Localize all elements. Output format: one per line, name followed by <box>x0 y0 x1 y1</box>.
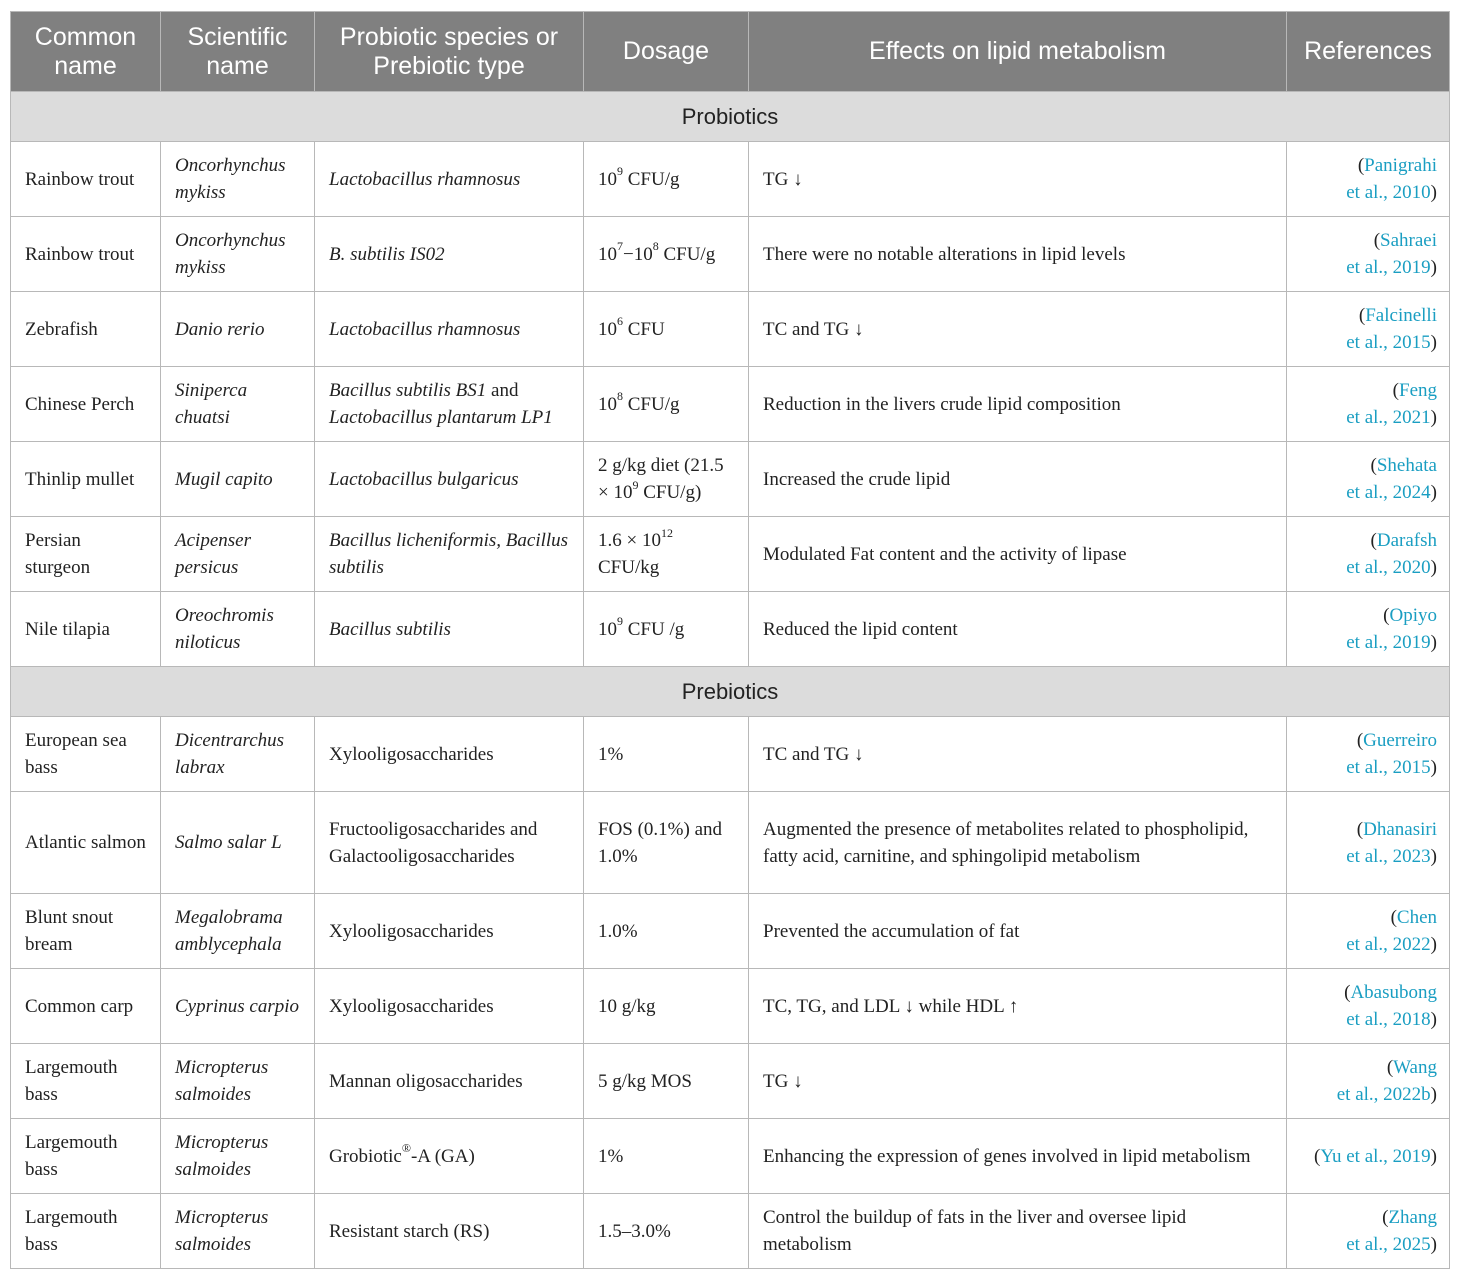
species-type: Bacillus subtilis <box>315 592 584 667</box>
scientific-name: Micropterus salmoides <box>161 1119 315 1194</box>
effect: Increased the crude lipid <box>749 442 1287 517</box>
common-name: Rainbow trout <box>11 142 161 217</box>
common-name: European sea bass <box>11 717 161 792</box>
reference[interactable]: (Zhang et al., 2025) <box>1287 1194 1450 1269</box>
scientific-name: Mugil capito <box>161 442 315 517</box>
common-name: Blunt snout bream <box>11 894 161 969</box>
species-type: Lactobacillus rhamnosus <box>315 292 584 367</box>
section-row-prebiotics <box>11 667 1450 717</box>
reference[interactable]: (Feng et al., 2021) <box>1287 367 1450 442</box>
reference[interactable]: (Wang et al., 2022b) <box>1287 1044 1450 1119</box>
header-species-type: Probiotic species or Prebiotic type <box>315 12 584 92</box>
dosage: $10^8$ CFU/g <box>584 367 749 442</box>
common-name: Rainbow trout <box>11 217 161 292</box>
reference[interactable]: (Falcinelli et al., 2015) <box>1287 292 1450 367</box>
scientific-name: Dicentrarchus labrax <box>161 717 315 792</box>
reference[interactable]: (Chen et al., 2022) <box>1287 894 1450 969</box>
effect: Augmented the presence of metabolites related to phospholipid, fatty acid, carnitine, and sphingolipid metabolism <box>749 792 1287 894</box>
effect: Reduction in the livers crude lipid composition <box>749 367 1287 442</box>
effect: Enhancing the expression of genes involved in lipid metabolism <box>749 1119 1287 1194</box>
reference[interactable]: (Shehata et al., 2024) <box>1287 442 1450 517</box>
species-type: Mannan oligosaccharides <box>315 1044 584 1119</box>
table-row <box>11 1119 1450 1194</box>
scientific-name: Acipenser persicus <box>161 517 315 592</box>
species-type: Bacillus licheniformis, Bacillus subtilis <box>315 517 584 592</box>
species-type: Lactobacillus rhamnosus <box>315 142 584 217</box>
species-type: Bacillus subtilis BS1 and Lactobacillus plantarum LP1 <box>315 367 584 442</box>
section-row-probiotics <box>11 92 1450 142</box>
effect: Prevented the accumulation of fat <box>749 894 1287 969</box>
dosage: $10^7-10^8$ CFU/g <box>584 217 749 292</box>
table-row <box>11 1194 1450 1269</box>
dosage: 10 g/kg <box>584 969 749 1044</box>
scientific-name: Oncorhynchus mykiss <box>161 217 315 292</box>
effect: There were no notable alterations in lipid levels <box>749 217 1287 292</box>
scientific-name: Siniperca chuatsi <box>161 367 315 442</box>
table-row <box>11 1044 1450 1119</box>
species-type: Lactobacillus bulgaricus <box>315 442 584 517</box>
dosage: FOS (0.1%) and 1.0% <box>584 792 749 894</box>
common-name: Nile tilapia <box>11 592 161 667</box>
effect: Modulated Fat content and the activity of lipase <box>749 517 1287 592</box>
scientific-name: Micropterus salmoides <box>161 1194 315 1269</box>
common-name: Largemouth bass <box>11 1119 161 1194</box>
effect: TC and TG ↓ <box>749 292 1287 367</box>
dosage: 1% <box>584 717 749 792</box>
reference[interactable]: (Yu et al., 2019) <box>1287 1119 1450 1194</box>
scientific-name: Salmo salar L <box>161 792 315 894</box>
table-row <box>11 142 1450 217</box>
table-row <box>11 592 1450 667</box>
reference[interactable]: (Opiyo et al., 2019) <box>1287 592 1450 667</box>
dosage: 5 g/kg MOS <box>584 1044 749 1119</box>
table-row <box>11 517 1450 592</box>
effect: TC, TG, and LDL ↓ while HDL ↑ <box>749 969 1287 1044</box>
species-type: B. subtilis IS02 <box>315 217 584 292</box>
reference[interactable]: (Guerreiro et al., 2015) <box>1287 717 1450 792</box>
header-effects: Effects on lipid metabolism <box>749 12 1287 92</box>
dosage: 1.0% <box>584 894 749 969</box>
header-row <box>11 12 1450 92</box>
scientific-name: Oncorhynchus mykiss <box>161 142 315 217</box>
common-name: Largemouth bass <box>11 1194 161 1269</box>
scientific-name: Oreochromis niloticus <box>161 592 315 667</box>
common-name: Common carp <box>11 969 161 1044</box>
species-type: Xylooligosaccharides <box>315 969 584 1044</box>
common-name: Chinese Perch <box>11 367 161 442</box>
scientific-name: Megalobrama amblycephala <box>161 894 315 969</box>
table-row <box>11 969 1450 1044</box>
effect: TC and TG ↓ <box>749 717 1287 792</box>
table-row <box>11 792 1450 894</box>
table-row <box>11 717 1450 792</box>
reference[interactable]: (Dhanasiri et al., 2023) <box>1287 792 1450 894</box>
species-type: Grobiotic®-A (GA) <box>315 1119 584 1194</box>
header-dosage: Dosage <box>584 12 749 92</box>
effect: Reduced the lipid content <box>749 592 1287 667</box>
header-common-name: Common name <box>11 12 161 92</box>
effect: Control the buildup of fats in the liver and oversee lipid metabolism <box>749 1194 1287 1269</box>
scientific-name: Cyprinus carpio <box>161 969 315 1044</box>
common-name: Atlantic salmon <box>11 792 161 894</box>
table-row <box>11 292 1450 367</box>
dosage: 1% <box>584 1119 749 1194</box>
table-row <box>11 217 1450 292</box>
common-name: Thinlip mullet <box>11 442 161 517</box>
reference[interactable]: (Abasubong et al., 2018) <box>1287 969 1450 1044</box>
common-name: Persian sturgeon <box>11 517 161 592</box>
scientific-name: Danio rerio <box>161 292 315 367</box>
scientific-name: Micropterus salmoides <box>161 1044 315 1119</box>
section-title: Prebiotics <box>11 667 1450 717</box>
effect: TG ↓ <box>749 1044 1287 1119</box>
common-name: Zebrafish <box>11 292 161 367</box>
reference[interactable]: (Sahraei et al., 2019) <box>1287 217 1450 292</box>
species-type: Xylooligosaccharides <box>315 717 584 792</box>
common-name: Largemouth bass <box>11 1044 161 1119</box>
species-type: Xylooligosaccharides <box>315 894 584 969</box>
dosage: $1.6 \times 10^{12}$ CFU/kg <box>584 517 749 592</box>
dosage: 1.5–3.0% <box>584 1194 749 1269</box>
species-type: Fructooligosaccharides and Galactooligosaccharides <box>315 792 584 894</box>
dosage: $10^9$ CFU /g <box>584 592 749 667</box>
dosage: $10^9$ CFU/g <box>584 142 749 217</box>
effect: TG ↓ <box>749 142 1287 217</box>
dosage: 2 g/kg diet (21.5 × $10^9$ CFU/g) <box>584 442 749 517</box>
probiotics-prebiotics-table <box>10 11 1450 1269</box>
dosage: $10^6$ CFU <box>584 292 749 367</box>
section-title: Probiotics <box>11 92 1450 142</box>
reference[interactable]: (Panigrahi et al., 2010) <box>1287 142 1450 217</box>
reference[interactable]: (Darafsh et al., 2020) <box>1287 517 1450 592</box>
table-row <box>11 367 1450 442</box>
table-row <box>11 442 1450 517</box>
species-type: Resistant starch (RS) <box>315 1194 584 1269</box>
header-references: References <box>1287 12 1450 92</box>
header-scientific-name: Scientific name <box>161 12 315 92</box>
table-row <box>11 894 1450 969</box>
